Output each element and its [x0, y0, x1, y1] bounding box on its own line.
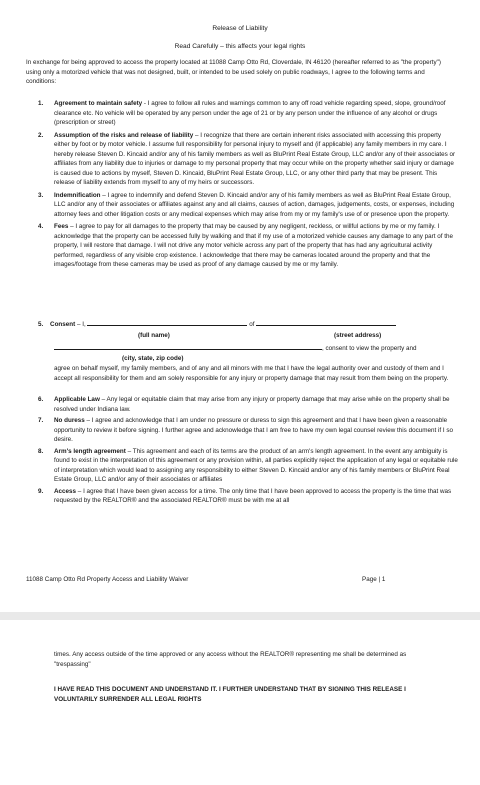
intro-paragraph: In exchange for being approved to access the property located at 11088 Camp Otto Rd, Cloverdale, IN 46120 (hereafter referred to as "the property") using only a motorized vehicle that was not designed, built, or intended to be used solely on public roadways, I agree to the following terms and conditions:	[26, 59, 441, 86]
city-state-zip-field[interactable]	[54, 343, 322, 350]
acknowledgement-statement: I HAVE READ THIS DOCUMENT AND UNDERSTAND IT. I FURTHER UNDERSTAND THAT BY SIGNING THIS RELEASE I VOLUNTARILY SURRENDER ALL LEGAL RIGHTS	[54, 686, 406, 703]
term-item: 7. No duress – I agree and acknowledge that I am under no pressure or duress to sign this agreement and that I have been given a reasonable opportunity to review it before signing. I further agree and acknowledge that I am free to have my own legal counsel review this document if I so desire.	[38, 417, 454, 443]
term-item: 3. Indemnification – I agree to indemnify and defend Steven D. Kincaid and/or any of his family members as well as BluPrint Real Estate Group, LLC and/or any of their associates or affiliates against any and all claims, causes of action, damages, judgements, costs, or expenses, including attorney fees and other litigation costs or any medical expenses which may arise from my or my family's use of or presence upon the property.	[38, 191, 455, 218]
consent-text: agree on behalf myself, my family members, and of any and all minors with me that I have the legal authority over and custody of them and I accept all responsibility for them and am solely responsible for any injury or property damage that may result from them being on the property.	[54, 365, 449, 382]
consent-heading: Consent	[50, 321, 76, 328]
terms-list-a	[26, 99, 458, 270]
street-address-field[interactable]	[256, 319, 396, 326]
term-item: 1. Agreement to maintain safety - I agree to follow all rules and warnings common to any off road vehicle regarding speed, slope, ground/roof clearance etc. No vehicle will be operated by any person under the age of 21 or by any person under the influence of any alcohol or drugs (prescription or street)	[38, 100, 446, 126]
document-page-1: Release of Liability Read Carefully – this affects your legal rights In exchange for being approved to access the property located at 11088 Camp Otto Rd, Cloverdale, IN 46120 (hereafter referred to as "the property") using only a motorized vehicle that was not designed, built, or intended to be used solely on public roadways, I agree to the following terms and conditions: 1. Agreement to maintain safety - I agree to follow all rules and warnings common to any off road vehicle regarding speed, slope, ground/roof clearance etc. No vehicle will be operated by any person under the age of 21 or by any person under the influence of any alcohol or drugs (prescription or street) 2. Assumption of the risks and release of liability – I recognize that there are certain inherent risks associated with accessing this property either by foot or by motor vehicle. I assume full responsibility for personal injury to myself and (if applicable) any family members in my care. I hereby release Steven D. Kincaid and/or any of his family members as well as BluPrint Real Estate Group, LLC and/or any of their associates or affiliates from any liability due to injuries or damage to my personal property that may occur while on the property whether said injury or damage is caused due to actions by myself, Steven D. Kincaid, BluPrint Real Estate Group, LLC, or any other third party that may be present. This release of liability extends from myself to any of my heirs or successors. 3. Indemnification – I agree to indemnify and defend Steven D. Kincaid and/or any of his family members as well as BluPrint Real Estate Group, LLC and/or any of their associates or affiliates against any and all claims, causes of action, damages, judgements, costs, or expenses, including attorney fees and other litigation costs or any medical expenses which may arise from my or my family's use of or presence upon the property. 4. Fees – I agree to pay for all damages to the property that may be caused by any negligent, reckless, or willful actions by me or my family. I acknowledge that the property can be accessed fully by walking and that if my use of a motorized vehicle causes any damage to any part of the property, I will restore that damage. I will not drive any motor vehicle across any part of the property that has had any agricultural activity performed, regardless of any visible crop existence. I acknowledge that there may be cameras located around the property and that the images/footage from these cameras may be used as proof of any damage caused by me or my family. 5. Consent – I, of (full name) (street address) , consent to view the property and (city, state, zip code) agree on behalf myself, my family members, and of any and all minors with me that I have the legal authority over and custody of them and I accept all responsibility for them and am solely responsible for any injury or property damage that may result from them being on the property. 6. Applicable Law – Any legal or equitable claim that may arise from any injury or property damage that may arise while on the property shall be resolved under Indiana law. 7. No duress – I agree and acknowledge that I am under no pressure or duress to sign this agreement and that I have been given a reasonable opportunity to review it before signing. I further agree and acknowledge that I am free to have my own legal counsel review this document if I so desire. 8. Arm's length agreement – This agreement and each of its terms are the product of an arm's length agreement. In the event any ambiguity is found to exist in the interpretation of this agreement or any provision within, all parties explicitly reject the application of any legal or equitable rule of interpretation which would lead to assigning any responsibility to either Steven D. Kincaid and/or any of his family members or BluPrint Real Estate Group, LLC and/or any of their associates or affiliates 9. Access – I agree that I have been given access for a time. The only time that I have been approved to access the property is the time that was requested by the REALTOR® and the associated REALTOR® must be with me at all 11088 Camp Otto Rd Property Access and Liability Waiver Page | 1	[0, 0, 480, 612]
page-separator	[0, 612, 480, 620]
city-state-zip-label: (city, state, zip code)	[122, 355, 184, 362]
full-name-field[interactable]	[87, 319, 247, 326]
full-name-label: (full name)	[138, 332, 170, 339]
document-subtitle: Read Carefully – this affects your legal rights	[174, 43, 306, 50]
term-item: 8. Arm's length agreement – This agreement and each of its terms are the product of an arm's length agreement. In the event any ambiguity is found to exist in the interpretation of this agreement or any provision within, all parties explicitly reject the application of any legal or equitable rule of interpretation which would lead to assigning any responsibility to either Steven D. Kincaid and/or any of his family members or BluPrint Real Estate Group, LLC and/or any of their associates or affiliates	[38, 447, 458, 483]
terms-list-b	[26, 395, 458, 506]
consent-number: 5.	[38, 321, 44, 328]
term-item: 4. Fees – I agree to pay for all damages to the property that may be caused by any negligent, reckless, or willful actions by me or my family. I acknowledge that the property can be accessed fully by walking and that if my use of a motorized vehicle causes any damage to any part of the property, I will restore that damage. I will not drive any motor vehicle across any part of the property that has had any agricultural activity performed, regardless of any visible crop existence. I acknowledge that there may be cameras located around the property and that the images/footage from these cameras may be used as proof of any damage caused by me or my family.	[38, 223, 454, 268]
term-item: 2. Assumption of the risks and release of liability – I recognize that there are certain inherent risks associated with accessing this property either by foot or by motor vehicle. I assume full responsibility for personal injury to myself and (if applicable) any family members in my care. I hereby release Steven D. Kincaid and/or any of his family members as well as BluPrint Real Estate Group, LLC and/or any of their associates or affiliates from any liability due to injuries or damage to my personal property that may occur while on the property whether said injury or damage is caused due to actions by myself, Steven D. Kincaid, BluPrint Real Estate Group, LLC, or any other third party that may be present. This release of liability extends from myself to any of my heirs or successors.	[38, 131, 456, 186]
document-title: Release of Liability	[212, 25, 268, 32]
street-address-label: (street address)	[334, 332, 382, 339]
term-item: 9. Access – I agree that I have been given access for a time. The only time that I have been approved to access the property is the time that was requested by the REALTOR® and the associated REALTOR® must be with me at all	[38, 487, 452, 504]
page-number: Page | 1	[362, 576, 386, 583]
term-item: 6. Applicable Law – Any legal or equitable claim that may arise from any injury or property damage that may arise while on the property shall be resolved under Indiana law.	[38, 396, 450, 413]
document-page-2	[0, 620, 480, 785]
access-continuation: times. Any access outside of the time approved or any access without the REALTOR® representing me shall be determined as "trespassing"	[54, 651, 407, 668]
page-footer-title: 11088 Camp Otto Rd Property Access and Liability Waiver	[26, 576, 189, 583]
